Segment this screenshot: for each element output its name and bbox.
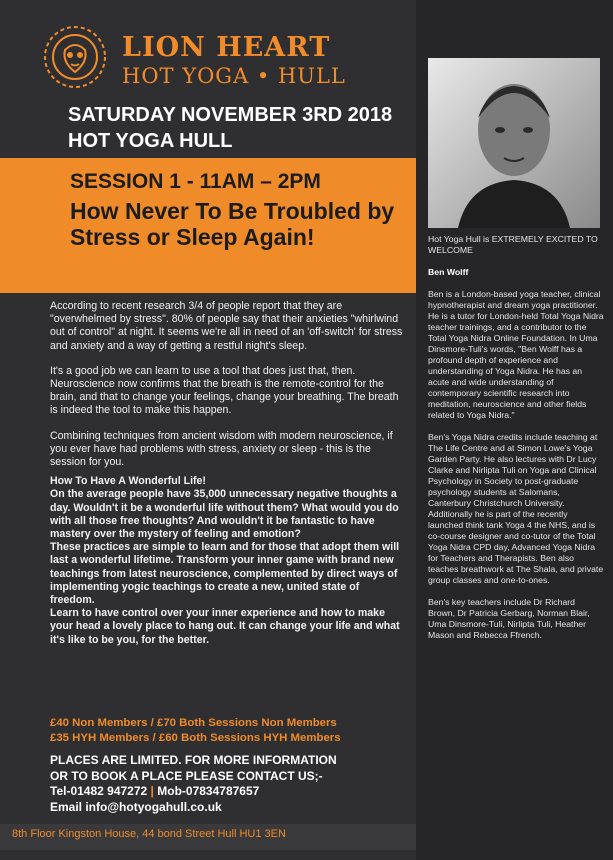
contact-info <box>50 753 410 815</box>
speaker-photo <box>428 58 600 228</box>
telephone: Tel-01482 947272 <box>50 784 148 798</box>
paragraph-4: On the average people have 35,000 unnecessary negative thoughts a day. Wouldn't it be a wonderful life without them? What would you do with all those free thoughts? And wouldn't it be fantastic to have mastery over the mystery of feeling and emotion? <box>50 488 399 541</box>
speaker-bio <box>428 234 604 652</box>
contact-line-1: PLACES ARE LIMITED. FOR MORE INFORMATION <box>50 753 337 767</box>
contact-line-2: OR TO BOOK A PLACE PLEASE CONTACT US;- <box>50 768 323 783</box>
session-title: How Never To Be Troubled by Stress or Sleep Again! <box>70 198 395 250</box>
price-line-1: £40 Non Members / £70 Both Sessions Non Members <box>50 717 337 729</box>
separator: | <box>150 784 154 798</box>
paragraph-3: Combining techniques from ancient wisdom with modern neuroscience, if you ever have had problems with stress, anxiety or sleep - this is the session for you. <box>50 429 393 469</box>
footer-address: 8th Floor Kingston House, 44 bond Street Hull HU1 3EN <box>12 828 286 840</box>
bio-paragraph-3: Ben's key teachers include Dr Richard Brown, Dr Patricia Gerbarg, Norman Blair, Uma Dinsmore-Tuli, Nirlipta Tuli, Heather Mason and Rebecca Ffrench. <box>428 597 590 640</box>
paragraph-2: It's a good job we can learn to use a tool that does just that, then. Neuroscience now confirms that the breath is the remote-control for the brain, and that to change your feelings, change your breathing. The breath is indeed the tool to make this happen. <box>50 364 399 417</box>
price-line-2: £35 HYH Members / £60 Both Sessions HYH Members <box>50 732 341 744</box>
paragraph-6: Learn to have control over your inner experience and how to make your head a lovely place to hang out. It can change your life and what it's like to be you, for the better. <box>50 607 400 646</box>
event-date: SATURDAY NOVEMBER 3RD 2018 <box>68 104 393 126</box>
subheading: How To Have A Wonderful Life! <box>50 475 206 488</box>
event-venue: HOT YOGA HULL <box>68 130 233 152</box>
bio-paragraph-1: Ben is a London-based yoga teacher, clinical hypnotherapist and dream yoga practitioner. He is a tutor for London-held Total Yoga Nidra teacher trainings, and a contributor to the Total Yoga Nidra Online Foundation. In Uma Dinsmore-Tuli's words, "Ben Wolff has a profound depth of experience and understanding of Yoga Nidra. He has an acute and wide understanding of contemporary scientific research into meditation, neuroscience and other fields related to Yoga Nidra." <box>428 289 604 420</box>
welcome-text: Hot Yoga Hull is EXTREMELY EXCITED TO WELCOME <box>428 234 598 255</box>
price-list <box>50 716 410 746</box>
speaker-name: Ben Wolff <box>428 267 469 277</box>
email: Email info@hotyogahull.co.uk <box>50 799 222 814</box>
session-time: SESSION 1 - 11AM – 2PM <box>70 170 321 193</box>
brand-name: LION HEART <box>122 32 331 63</box>
paragraph-1: According to recent research 3/4 of people report that they are "overwhelmed by stress". 80% of people say that their anxieties "whirlwind out of control" at night. It seems we're all in need of an 'off-switch' for stress and anxiety and a way of getting a restful night's sleep. <box>50 300 403 352</box>
mobile: Mob-07834787657 <box>157 784 260 798</box>
paragraph-5: These practices are simple to learn and for those that adopt them will last a wonderful lifetime. Transform your inner game with brand new teachings from latest neuroscience, complemented by direct ways of implementing yogic teachings to create a new, united state of freedom. <box>50 541 400 607</box>
phone-line <box>50 784 410 800</box>
session-description <box>50 300 405 647</box>
bio-paragraph-2: Ben's Yoga Nidra credits include teaching at The Life Centre and at Simon Lowe's Yoga Garden Party. He also lectures with Dr Lucy Clarke and Nirlipta Tuli on Yoga and Clinical Psychology in Society to post-graduate psychology students at Salomans, Canterbury Christchurch University. Additionally he is part of the recently launched think tank Yoga 4 the NHS, and is co-course designer and co-tutor of the Total Yoga Nidra CPD day, Advanced Yoga Nidra for Teachers and Therapists. Ben also teaches breathwork at The Shala, and private group classes and one-to-ones. <box>428 432 604 585</box>
brand-subtitle: HOT YOGA • HULL <box>122 64 346 88</box>
lion-logo-icon <box>40 22 110 92</box>
person-icon <box>428 58 600 228</box>
